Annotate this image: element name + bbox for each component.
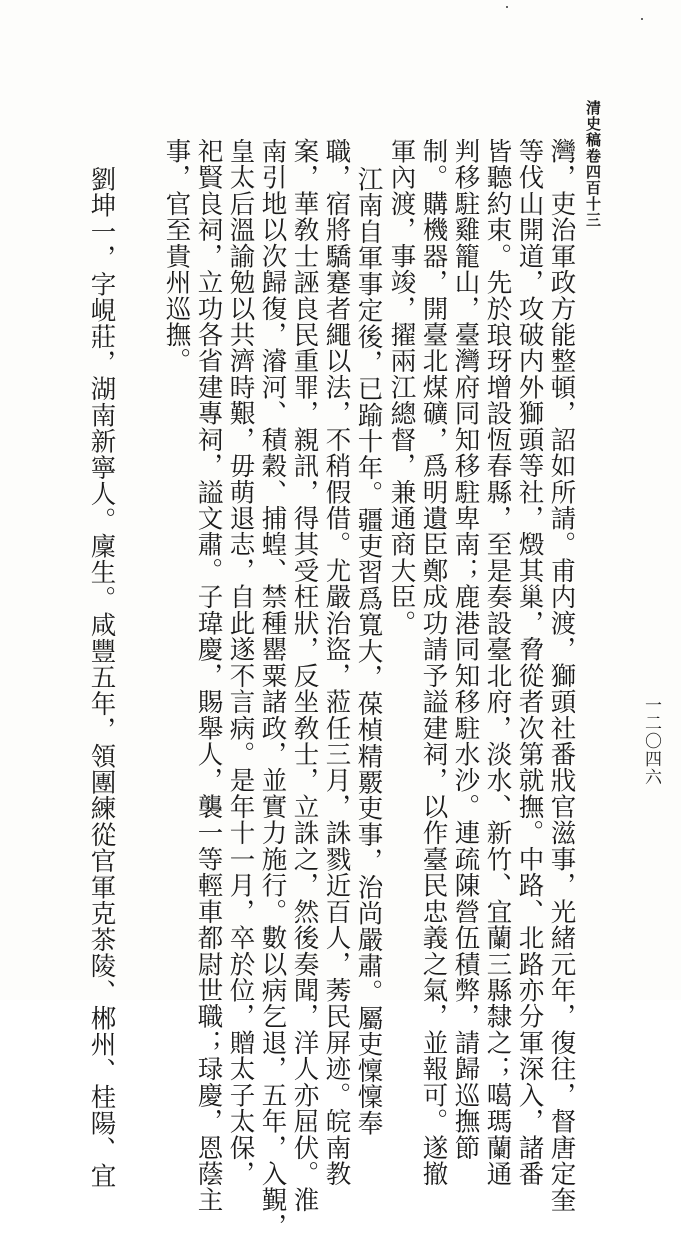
text-column-13: 事，官至貴州巡撫。 <box>161 138 192 374</box>
text-column-10: 南引地以次歸復，濬河、積穀、捕蝗、禁種罌粟諸政，並實力施行。數以病乞退，五年，入覲， <box>257 138 288 1239</box>
text-column-14: 劉坤一，字峴莊，湖南新寧人。廩生。咸豐五年，領團練從官軍克茶陵、郴州、桂陽、宜 <box>86 166 117 1189</box>
text-column-9: 案，華敎士誣良民重罪，親訊，得其受枉狀，反坐敎士，立誅之，然後奏聞，洋人亦屈伏。淮 <box>289 138 320 1214</box>
text-column-11: 皇太后溫諭勉以共濟時艱，毋萌退志，自此遂不言病。是年十一月，卒於位，贈太子太保， <box>225 138 256 1187</box>
text-column-7: 江南自軍事定後，已踰十年。疆吏習爲寬大，葆楨精覈吏事，治尚嚴肅。屬吏懍懍奉 <box>353 166 384 1137</box>
text-column-2: 等伐山開道，攻破内外獅頭等社，燬其巢，脅從者次第就撫。中路、北路亦分軍深入，諸番 <box>514 138 545 1187</box>
page-number: 一二〇四六 <box>641 696 661 786</box>
print-speck <box>506 6 508 8</box>
text-column-12: 祀賢良祠，立功各省建專祠，謚文肅。子瑋慶，賜舉人，襲一等輕車都尉世職；琭慶，恩蔭主 <box>193 138 224 1214</box>
text-column-3: 皆聽約束。先於琅玡增設恆春縣，至是奏設臺北府，淡水、新竹、宜蘭三縣隸之；噶瑪蘭通 <box>482 138 513 1187</box>
text-column-6: 軍內渡，事竣，擢兩江總督，兼通商大臣。 <box>386 138 417 637</box>
text-column-1: 灣，吏治軍政方能整頓，詔如所請。甫内渡，獅頭社番戕官滋事，光緒元年，復往，督唐定奎 <box>546 138 577 1214</box>
text-column-8: 職，宿將驕蹇者繩以法，不稍假借。尤嚴治盜，蒞任三月，誅戮近百人，莠民屏迹。皖南教 <box>321 138 352 1187</box>
text-column-4: 判移駐雞籠山，臺灣府同知移駐卑南；鹿港同知移駐水沙。連疏陳營伍積弊，請歸巡撫節 <box>450 138 481 1161</box>
print-speck <box>641 18 643 20</box>
running-head-title: 清史稿卷四百十三 <box>584 100 602 228</box>
text-column-5: 制。購機器，開臺北煤礦，爲明遺臣鄭成功請予謚建祠，以作臺民忠義之氣，並報可。遂撤 <box>418 138 449 1187</box>
